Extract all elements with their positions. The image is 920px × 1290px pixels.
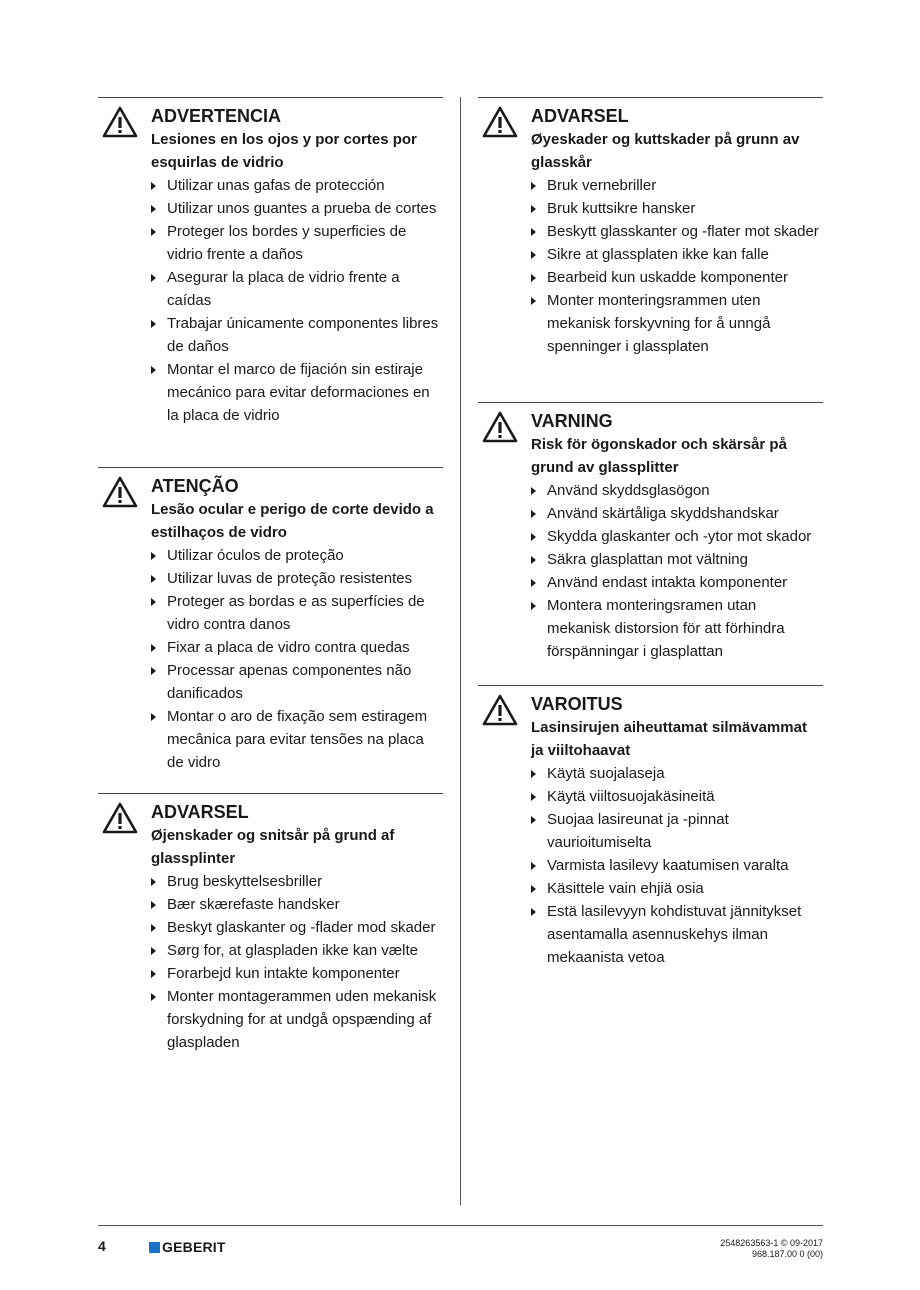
bullet-arrow-icon	[151, 901, 156, 909]
list-item	[531, 243, 823, 266]
bullet-arrow-icon	[151, 182, 156, 190]
list-item-text: Fixar a placa de vidro contra quedas	[167, 639, 410, 656]
list-item-text: Montar o aro de fixação sem estiragem mecânica para evitar tensões na placa de vidro	[167, 708, 428, 771]
bullet-arrow-icon	[151, 598, 156, 606]
bullet-arrow-icon	[531, 228, 536, 236]
list-item-text: Utilizar unas gafas de protección	[167, 177, 385, 194]
list-item	[151, 358, 443, 427]
list-item	[151, 659, 443, 705]
bullet-arrow-icon	[531, 579, 536, 587]
bullet-arrow-icon	[531, 251, 536, 259]
list-item	[151, 590, 443, 636]
list-item-text: Montar el marco de fijación sin estiraje mecánico para evitar deformaciones en la placa de vidrio	[167, 361, 430, 424]
footer-rule	[98, 1225, 823, 1226]
doc-number: 2548263563-1 © 09-2017	[720, 1238, 823, 1248]
logo-text: GEBERIT	[162, 1239, 226, 1255]
list-item	[151, 220, 443, 266]
list-item	[151, 916, 443, 939]
bullet-arrow-icon	[531, 770, 536, 778]
list-item-text: Bruk vernebriller	[547, 177, 657, 194]
warning-section	[98, 793, 443, 1054]
list-item	[151, 636, 443, 659]
list-item-text: Använd endast intakta komponenter	[547, 574, 788, 591]
bullet-arrow-icon	[531, 533, 536, 541]
bullet-arrow-icon	[151, 878, 156, 886]
bullet-arrow-icon	[151, 320, 156, 328]
list-item-text: Utilizar óculos de proteção	[167, 547, 344, 564]
warning-title: ADVARSEL	[151, 802, 249, 822]
bullet-arrow-icon	[531, 602, 536, 610]
list-item	[531, 174, 823, 197]
logo-square-icon	[149, 1242, 160, 1253]
warning-section	[478, 402, 823, 663]
warning-title: VAROITUS	[531, 694, 623, 714]
bullet-arrow-icon	[151, 575, 156, 583]
bullet-arrow-icon	[151, 993, 156, 1001]
warning-title: ADVERTENCIA	[151, 106, 282, 126]
list-item	[531, 785, 823, 808]
warning-triangle-icon	[102, 106, 138, 138]
list-item-text: Sørg for, at glaspladen ikke kan vælte	[167, 942, 418, 959]
list-item	[151, 870, 443, 893]
warning-title: ATENÇÃO	[151, 476, 239, 496]
warning-subtitle: Øyeskader og kuttskader på grunn av glasskår	[531, 131, 800, 171]
article-number: 968.187.00 0 (00)	[751, 1249, 823, 1259]
list-item-text: Forarbejd kun intakte komponenter	[167, 965, 400, 982]
list-item	[531, 594, 823, 663]
warning-section	[98, 97, 443, 427]
bullet-arrow-icon	[531, 182, 536, 190]
list-item-text: Utilizar luvas de proteção resistentes	[167, 570, 413, 587]
list-item	[531, 877, 823, 900]
list-item	[531, 220, 823, 243]
list-item	[531, 854, 823, 877]
bullet-arrow-icon	[531, 816, 536, 824]
list-item	[531, 289, 823, 358]
warning-subtitle: Lasinsirujen aiheuttamat silmävammat ja viiltohaavat	[531, 719, 807, 759]
bullet-arrow-icon	[151, 366, 156, 374]
list-item	[531, 808, 823, 854]
warning-section	[478, 685, 823, 969]
list-item	[531, 548, 823, 571]
bullet-arrow-icon	[151, 274, 156, 282]
list-item	[531, 525, 823, 548]
page-number: 4	[98, 1238, 106, 1254]
list-item-text: Proteger as bordas e as superfícies de vidro contra danos	[167, 593, 425, 633]
bullet-arrow-icon	[531, 908, 536, 916]
warning-triangle-icon	[102, 476, 138, 508]
list-item-text: Använd skyddsglasögon	[547, 482, 710, 499]
bullet-arrow-icon	[531, 862, 536, 870]
warning-subtitle: Lesiones en los ojos y por cortes por esquirlas de vidrio	[151, 131, 417, 171]
list-item-text: Använd skärtåliga skyddshandskar	[547, 505, 779, 522]
list-item	[531, 502, 823, 525]
list-item-text: Bearbeid kun uskadde komponenter	[547, 269, 788, 286]
bullet-arrow-icon	[151, 205, 156, 213]
list-item-text: Säkra glasplattan mot vältning	[547, 551, 748, 568]
bullet-arrow-icon	[531, 556, 536, 564]
list-item-text: Processar apenas componentes não danificados	[167, 662, 412, 702]
bullet-arrow-icon	[151, 644, 156, 652]
list-item-text: Sikre at glassplaten ikke kan falle	[547, 246, 769, 263]
list-item	[151, 197, 443, 220]
warning-title: VARNING	[531, 411, 613, 431]
list-item	[151, 544, 443, 567]
list-item	[151, 266, 443, 312]
warning-triangle-icon	[482, 106, 518, 138]
list-item-text: Käytä viiltosuojakäsineitä	[547, 788, 715, 805]
list-item	[531, 900, 823, 969]
warning-triangle-icon	[482, 694, 518, 726]
list-item	[531, 479, 823, 502]
list-item-text: Proteger los bordes y superficies de vidrio frente a daños	[167, 223, 407, 263]
bullet-arrow-icon	[531, 487, 536, 495]
warning-section	[478, 97, 823, 358]
bullet-arrow-icon	[531, 793, 536, 801]
geberit-logo	[149, 1239, 226, 1255]
list-item-text: Monter monteringsrammen uten mekanisk forskyvning for å unngå spenninger i glassplaten	[547, 292, 771, 355]
list-item-text: Varmista lasilevy kaatumisen varalta	[547, 857, 789, 874]
list-item-text: Monter montagerammen uden mekanisk forskydning for at undgå opspænding af glaspladen	[167, 988, 437, 1051]
list-item-text: Käytä suojalaseja	[547, 765, 665, 782]
bullet-arrow-icon	[531, 274, 536, 282]
list-item	[531, 571, 823, 594]
list-item	[151, 962, 443, 985]
column-divider	[460, 97, 461, 1205]
bullet-arrow-icon	[531, 205, 536, 213]
list-item	[151, 893, 443, 916]
list-item-text: Suojaa lasireunat ja -pinnat vaurioitumiselta	[547, 811, 729, 851]
warning-triangle-icon	[102, 802, 138, 834]
list-item	[151, 567, 443, 590]
bullet-arrow-icon	[151, 228, 156, 236]
list-item-text: Bær skærefaste handsker	[167, 896, 340, 913]
list-item-text: Brug beskyttelsesbriller	[167, 873, 323, 890]
list-item-text: Beskyt glaskanter og -flader mod skader	[167, 919, 436, 936]
list-item	[151, 939, 443, 962]
list-item-text: Bruk kuttsikre hansker	[547, 200, 696, 217]
bullet-arrow-icon	[531, 885, 536, 893]
warning-subtitle: Lesão ocular e perigo de corte devido a estilhaços de vidro	[151, 501, 434, 541]
bullet-arrow-icon	[151, 970, 156, 978]
list-item-text: Estä lasilevyyn kohdistuvat jännitykset asentamalla asennuskehys ilman mekaanista vetoa	[547, 903, 802, 966]
list-item-text: Trabajar únicamente componentes libres de daños	[167, 315, 439, 355]
warning-section	[98, 467, 443, 774]
warning-triangle-icon	[482, 411, 518, 443]
list-item	[151, 174, 443, 197]
document-info	[720, 1238, 823, 1260]
list-item-text: Beskytt glasskanter og -flater mot skader	[547, 223, 819, 240]
bullet-arrow-icon	[151, 667, 156, 675]
bullet-arrow-icon	[531, 510, 536, 518]
list-item-text: Utilizar unos guantes a prueba de cortes	[167, 200, 437, 217]
warning-subtitle: Risk för ögonskador och skärsår på grund av glassplitter	[531, 436, 787, 476]
list-item-text: Montera monteringsramen utan mekanisk distorsion för att förhindra förspänningar i glasplattan	[547, 597, 785, 660]
list-item-text: Skydda glaskanter och -ytor mot skador	[547, 528, 812, 545]
list-item	[151, 705, 443, 774]
bullet-arrow-icon	[151, 947, 156, 955]
bullet-arrow-icon	[151, 713, 156, 721]
list-item	[531, 266, 823, 289]
list-item-text: Käsittele vain ehjiä osia	[547, 880, 704, 897]
bullet-arrow-icon	[531, 297, 536, 305]
list-item	[531, 197, 823, 220]
list-item	[531, 762, 823, 785]
list-item-text: Asegurar la placa de vidrio frente a caídas	[167, 269, 400, 309]
warning-subtitle: Øjenskader og snitsår på grund af glassplinter	[151, 827, 395, 867]
warning-title: ADVARSEL	[531, 106, 629, 126]
list-item	[151, 985, 443, 1054]
list-item	[151, 312, 443, 358]
bullet-arrow-icon	[151, 924, 156, 932]
bullet-arrow-icon	[151, 552, 156, 560]
